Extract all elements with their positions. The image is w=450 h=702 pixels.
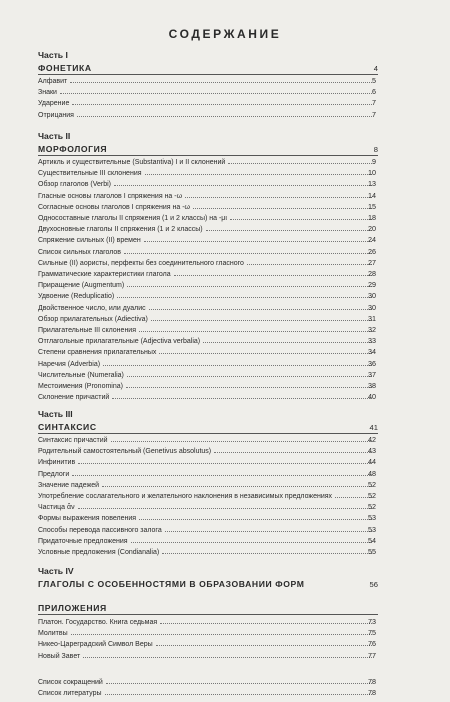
toc-entry-page: 32 — [368, 325, 376, 334]
toc-entry-label: Степени сравнения прилагательных — [38, 349, 157, 357]
toc-entry-page: 36 — [368, 358, 376, 368]
toc-entry-label: Знаки — [38, 89, 57, 97]
toc-entry[interactable] — [38, 456, 376, 467]
section-heading-text: ФОНЕТИКА — [38, 63, 92, 73]
dot-leader — [83, 657, 372, 658]
dot-leader — [78, 508, 372, 509]
toc-entry-page: 6 — [372, 87, 376, 97]
toc-entry-label: Список сокращений — [38, 679, 103, 686]
toc-entry-label: Наречия (Adverbia) — [38, 360, 101, 368]
toc-entry-page: 40 — [368, 392, 376, 402]
toc-entry-page: 33 — [368, 336, 376, 346]
dot-leader — [165, 531, 372, 532]
section-page-number: 8 — [373, 145, 378, 154]
toc-entry[interactable] — [38, 434, 376, 444]
toc-entry[interactable] — [38, 201, 376, 211]
dot-leader — [206, 230, 372, 231]
toc-entry-label: Ударение — [38, 100, 70, 108]
dot-leader — [156, 645, 372, 646]
toc-entry[interactable] — [38, 380, 376, 390]
toc-entry-label: Значение падежей — [38, 481, 100, 489]
toc-entry[interactable] — [38, 501, 376, 512]
toc-entry-label: Спряжение сильных (II) времен — [38, 237, 141, 245]
toc-entry[interactable] — [38, 109, 376, 119]
toc-entry[interactable] — [38, 156, 376, 166]
section-part-label: Часть II — [38, 131, 71, 141]
toc-entry[interactable] — [38, 97, 376, 108]
dot-leader — [159, 353, 372, 354]
toc-entry-page: 34 — [368, 347, 376, 357]
dot-leader — [126, 387, 372, 388]
toc-entry-label: Существительные III склонения — [38, 170, 142, 178]
toc-entry-label: Грамматические характеристики глагола — [38, 271, 171, 278]
dot-leader — [103, 365, 372, 366]
toc-entry[interactable] — [38, 676, 376, 686]
section-rule — [38, 614, 378, 615]
toc-entry-page: 44 — [368, 457, 376, 467]
dot-leader — [72, 104, 372, 105]
toc-entry-label: Алфавит — [38, 78, 68, 85]
toc-entry-page: 29 — [368, 280, 376, 290]
toc-entry[interactable] — [38, 535, 376, 545]
toc-entry-label: Формы выражения повеления — [38, 515, 137, 523]
toc-entry-page: 7 — [372, 98, 376, 108]
toc-entry-label: Двойственное число, или дуалис — [38, 304, 146, 312]
toc-entry-page: 52 — [368, 479, 376, 489]
toc-entry-page: 9 — [372, 157, 376, 166]
toc-entry[interactable] — [38, 190, 376, 200]
toc-entry[interactable] — [38, 290, 376, 301]
toc-entry[interactable] — [38, 246, 376, 256]
dot-leader — [144, 241, 372, 242]
dot-leader — [124, 253, 372, 254]
toc-entry-page: 54 — [368, 535, 376, 545]
toc-entry[interactable] — [38, 512, 376, 523]
dot-leader — [78, 463, 372, 464]
toc-entry-page: 52 — [368, 491, 376, 500]
toc-entry-label: Употребление сослагательного и желательного наклонения в независимых предложениях — [38, 493, 333, 500]
toc-entry[interactable] — [38, 234, 376, 245]
toc-entry-label: Никео-Цареградский Символ Веры — [38, 641, 153, 649]
toc-entry-page: 18 — [368, 213, 376, 222]
toc-entry-page: 15 — [368, 201, 376, 211]
dot-leader — [60, 93, 372, 94]
dot-leader — [112, 398, 372, 399]
dot-leader — [139, 519, 372, 520]
toc-entry-label: Местоимения (Pronomina) — [38, 383, 123, 390]
page-title: СОДЕРЖАНИЕ — [168, 27, 282, 41]
toc-entry-page: 55 — [368, 547, 376, 556]
dot-leader — [131, 542, 372, 543]
section-part-label: Часть I — [38, 50, 68, 60]
toc-entry[interactable] — [38, 546, 376, 556]
section-heading-text: МОРФОЛОГИЯ — [38, 144, 108, 154]
dot-leader — [145, 174, 372, 175]
toc-entry-page: 75 — [368, 628, 376, 638]
toc-entry[interactable] — [38, 257, 376, 267]
toc-entry[interactable] — [38, 369, 376, 379]
toc-entry-page: 31 — [368, 313, 376, 323]
toc-entry-page: 37 — [368, 369, 376, 379]
toc-entry[interactable] — [38, 324, 376, 334]
toc-entry-page: 76 — [368, 639, 376, 649]
section-page-number: 4 — [373, 64, 378, 73]
toc-entry[interactable] — [38, 687, 376, 698]
toc-entry-page: 7 — [372, 109, 376, 119]
toc-entry-page: 5 — [372, 76, 376, 85]
dot-leader — [203, 342, 372, 343]
toc-entry-label: Прилагательные III склонения — [38, 327, 137, 334]
toc-entry-label: Сильные (II) аористы, перфекты без соединительного гласного — [38, 259, 244, 267]
toc-entry[interactable] — [38, 650, 376, 660]
toc-entry-page: 53 — [368, 513, 376, 523]
toc-entry-page: 42 — [368, 435, 376, 444]
dot-leader — [174, 275, 372, 276]
toc-entry-label: Частица ἄν — [38, 504, 75, 512]
toc-entry[interactable] — [38, 212, 376, 222]
toc-entry-label: Гласные основы глаголов I спряжения на -ω — [38, 192, 183, 200]
dot-leader — [185, 197, 372, 198]
section-heading[interactable] — [38, 62, 378, 73]
toc-entry-label: Молитвы — [38, 630, 68, 638]
section-heading[interactable] — [38, 602, 378, 613]
toc-entry[interactable] — [38, 638, 376, 649]
toc-entry[interactable] — [38, 268, 376, 278]
toc-entry[interactable] — [38, 468, 376, 478]
toc-entry[interactable] — [38, 346, 376, 357]
toc-entry-page: 20 — [368, 224, 376, 234]
toc-entry-label: Платон. Государство. Книга седьмая — [38, 619, 158, 626]
toc-entry-label: Предлоги — [38, 470, 70, 478]
section-heading-text: СИНТАКСИС — [38, 422, 97, 432]
dot-leader — [105, 694, 372, 695]
toc-entry[interactable] — [38, 178, 376, 189]
toc-entry-label: Инфинитив — [38, 459, 76, 467]
toc-entry-page: 73 — [368, 617, 376, 626]
toc-entry[interactable] — [38, 358, 376, 368]
toc-entry[interactable] — [38, 223, 376, 234]
toc-entry-page: 43 — [368, 446, 376, 456]
section-page-number: 41 — [369, 423, 378, 432]
section-heading[interactable] — [38, 143, 378, 154]
dot-leader — [247, 264, 372, 265]
toc-entry-label: Согласные основы глаголов I спряжения на -ω — [38, 203, 191, 211]
dot-leader — [230, 219, 372, 220]
dot-leader — [127, 286, 372, 287]
toc-entry[interactable] — [38, 75, 376, 85]
dot-leader — [149, 309, 372, 310]
toc-entry-page: 27 — [368, 257, 376, 267]
toc-entry-page: 13 — [368, 179, 376, 189]
section-heading-text: ГЛАГОЛЫ С ОСОБЕННОСТЯМИ В ОБРАЗОВАНИИ ФОРМ — [38, 579, 305, 589]
toc-entry-page: 78 — [368, 677, 376, 686]
dot-leader — [228, 163, 372, 164]
toc-entry[interactable] — [38, 313, 376, 323]
toc-entry[interactable] — [38, 167, 376, 178]
dot-leader — [160, 623, 372, 624]
dot-leader — [335, 497, 372, 498]
toc-entry-label: Обзор прилагательных (Adiectiva) — [38, 315, 148, 323]
dot-leader — [70, 82, 372, 83]
toc-entry[interactable] — [38, 279, 376, 290]
toc-entry-page: 26 — [368, 246, 376, 256]
toc-entry-label: Отглагольные прилагательные (Adjectiva verbalia) — [38, 338, 201, 346]
section-page-number: 56 — [369, 580, 378, 589]
toc-entry-page: 53 — [368, 524, 376, 534]
dot-leader — [72, 475, 372, 476]
toc-entry-page: 48 — [368, 468, 376, 478]
toc-entry[interactable] — [38, 445, 376, 456]
toc-entry[interactable] — [38, 86, 376, 97]
toc-entry-label: Числительные (Numeralia) — [38, 371, 124, 379]
toc-entry[interactable] — [38, 335, 376, 346]
toc-entry[interactable] — [38, 391, 376, 402]
toc-entry-label: Приращение (Augmentum) — [38, 282, 125, 290]
dot-leader — [151, 320, 372, 321]
dot-leader — [71, 634, 372, 635]
section-heading-text: ПРИЛОЖЕНИЯ — [38, 603, 107, 613]
toc-entry-label: Артикль и существительные (Substantiva) I и II склонений — [38, 159, 226, 166]
section-heading[interactable] — [38, 578, 378, 589]
toc-entry-page: 24 — [368, 235, 376, 245]
dot-leader — [127, 376, 372, 377]
toc-entry-label: Условные предложения (Condianalia) — [38, 549, 160, 556]
dot-leader — [117, 297, 372, 298]
toc-entry-page: 52 — [368, 502, 376, 512]
toc-entry-page: 78 — [368, 688, 376, 698]
toc-entry-label: Синтаксис причастий — [38, 437, 108, 444]
toc-entry-page: 28 — [368, 269, 376, 278]
toc-entry-label: Двухосновные глаголы II спряжения (1 и 2 классы) — [38, 226, 203, 234]
section-part-label: Часть III — [38, 409, 73, 419]
toc-entry-page: 14 — [368, 190, 376, 200]
toc-entry-label: Придаточные предложения — [38, 537, 128, 545]
dot-leader — [193, 208, 372, 209]
toc-entry-label: Удвоение (Reduplicatio) — [38, 293, 115, 301]
section-part-label: Часть IV — [38, 566, 74, 576]
toc-entry[interactable] — [38, 616, 376, 626]
toc-entry[interactable] — [38, 479, 376, 489]
dot-leader — [114, 185, 372, 186]
toc-entry-page: 10 — [368, 168, 376, 178]
dot-leader — [214, 452, 372, 453]
dot-leader — [106, 683, 372, 684]
toc-entry-page: 77 — [368, 650, 376, 660]
toc-entry[interactable] — [38, 490, 376, 500]
section-heading[interactable] — [38, 421, 378, 432]
toc-entry-label: Новый Завет — [38, 652, 81, 660]
dot-leader — [162, 553, 372, 554]
toc-entry-page: 38 — [368, 381, 376, 390]
toc-entry-label: Список литературы — [38, 690, 102, 698]
dot-leader — [139, 331, 372, 332]
toc-entry-label: Отрицания — [38, 111, 74, 119]
toc-entry-page: 30 — [368, 291, 376, 301]
toc-entry-label: Родительный самостоятельный (Genetivus absolutus) — [38, 448, 212, 456]
dot-leader — [77, 116, 372, 117]
toc-entry-label: Склонение причастий — [38, 394, 110, 402]
toc-entry-label: Способы перевода пассивного залога — [38, 526, 162, 534]
toc-entry-label: Обзор глаголов (Verbi) — [38, 181, 112, 189]
toc-entry[interactable] — [38, 627, 376, 638]
dot-leader — [102, 486, 372, 487]
toc-entry[interactable] — [38, 302, 376, 312]
toc-entry-label: Список сильных глаголов — [38, 248, 122, 256]
toc-entry-label: Односоставные глаголы II спряжения (1 и 2 классы) на -μι — [38, 215, 227, 222]
dot-leader — [111, 441, 372, 442]
toc-entry-page: 30 — [368, 302, 376, 312]
toc-entry[interactable] — [38, 524, 376, 534]
